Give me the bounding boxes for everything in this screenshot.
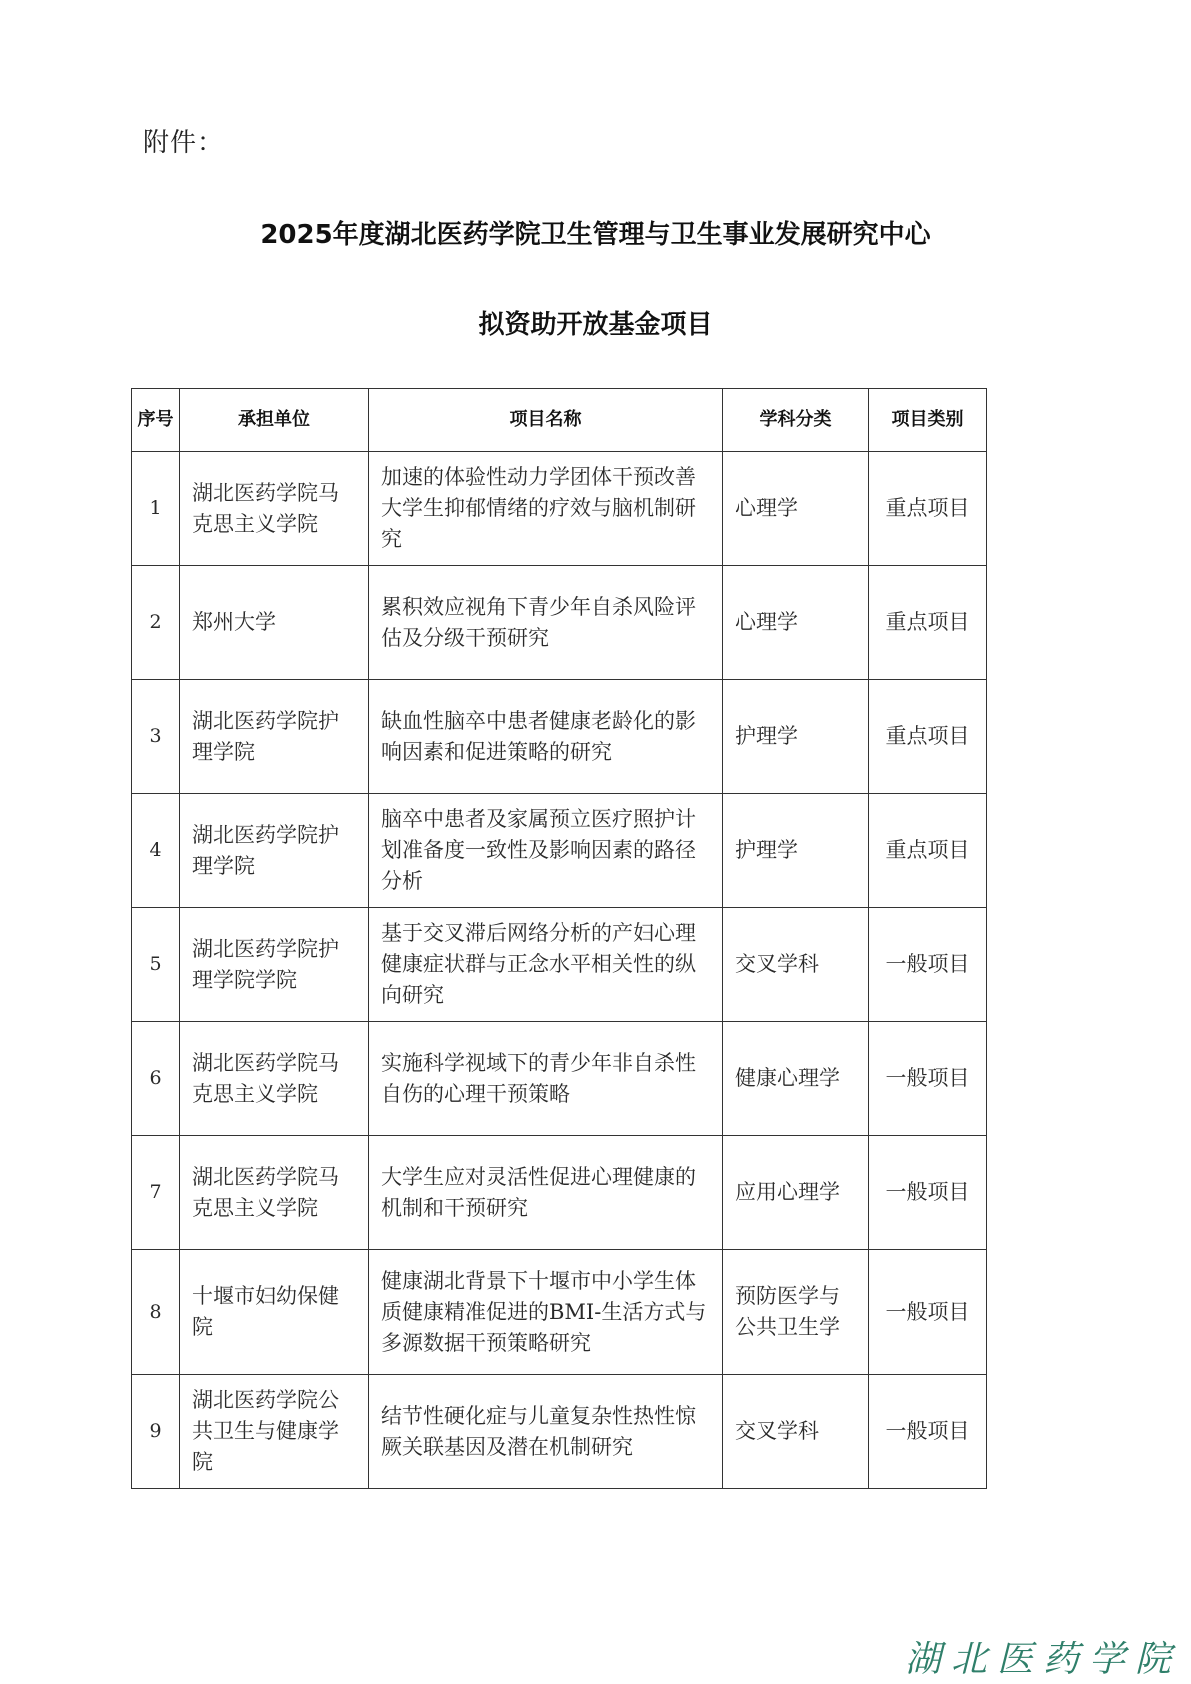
header-category: 项目类别 — [869, 389, 987, 452]
row-number: 4 — [132, 794, 180, 908]
table-row — [132, 1375, 987, 1489]
undertaking-unit: 湖北医药学院护理学院学院 — [180, 908, 369, 1022]
document-title-line-1: 2025年度湖北医药学院卫生管理与卫生事业发展研究中心 — [260, 220, 931, 250]
project-name: 脑卒中患者及家属预立医疗照护计划准备度一致性及影响因素的路径分析 — [369, 794, 723, 908]
table-header — [132, 389, 987, 452]
table-body — [132, 452, 987, 1489]
discipline: 心理学 — [723, 452, 869, 566]
discipline: 交叉学科 — [723, 1375, 869, 1489]
undertaking-unit: 湖北医药学院护理学院 — [180, 794, 369, 908]
discipline: 应用心理学 — [723, 1136, 869, 1250]
undertaking-unit: 湖北医药学院护理学院 — [180, 680, 369, 794]
undertaking-unit: 郑州大学 — [180, 566, 369, 680]
project-category: 一般项目 — [869, 908, 987, 1022]
row-number: 2 — [132, 566, 180, 680]
undertaking-unit: 湖北医药学院马克思主义学院 — [180, 1022, 369, 1136]
table-row — [132, 452, 987, 566]
undertaking-unit: 湖北医药学院马克思主义学院 — [180, 1136, 369, 1250]
project-name: 基于交叉滞后网络分析的产妇心理健康症状群与正念水平相关性的纵向研究 — [369, 908, 723, 1022]
discipline: 预防医学与公共卫生学 — [723, 1250, 869, 1375]
row-number: 6 — [132, 1022, 180, 1136]
project-category: 重点项目 — [869, 452, 987, 566]
row-number: 7 — [132, 1136, 180, 1250]
table-row — [132, 566, 987, 680]
undertaking-unit: 十堰市妇幼保健院 — [180, 1250, 369, 1375]
discipline: 护理学 — [723, 680, 869, 794]
row-number: 1 — [132, 452, 180, 566]
table-row — [132, 1250, 987, 1375]
header-discipline: 学科分类 — [723, 389, 869, 452]
project-category: 一般项目 — [869, 1022, 987, 1136]
project-name: 加速的体验性动力学团体干预改善大学生抑郁情绪的疗效与脑机制研究 — [369, 452, 723, 566]
undertaking-unit: 湖北医药学院马克思主义学院 — [180, 452, 369, 566]
table-row — [132, 1022, 987, 1136]
table-row — [132, 1136, 987, 1250]
header-unit: 承担单位 — [180, 389, 369, 452]
header-project: 项目名称 — [369, 389, 723, 452]
project-category: 重点项目 — [869, 794, 987, 908]
project-category: 一般项目 — [869, 1136, 987, 1250]
project-category: 重点项目 — [869, 680, 987, 794]
discipline: 交叉学科 — [723, 908, 869, 1022]
header-row — [132, 389, 987, 452]
table-row — [132, 908, 987, 1022]
row-number: 8 — [132, 1250, 180, 1375]
project-name: 健康湖北背景下十堰市中小学生体质健康精准促进的BMI-生活方式与多源数据干预策略研究 — [369, 1250, 723, 1375]
project-category: 一般项目 — [869, 1250, 987, 1375]
project-name: 缺血性脑卒中患者健康老龄化的影响因素和促进策略的研究 — [369, 680, 723, 794]
discipline: 护理学 — [723, 794, 869, 908]
table-row — [132, 794, 987, 908]
row-number: 9 — [132, 1375, 180, 1489]
row-number: 5 — [132, 908, 180, 1022]
document-title-line-2: 拟资助开放基金项目 — [478, 310, 713, 340]
header-no: 序号 — [132, 389, 180, 452]
project-name: 大学生应对灵活性促进心理健康的机制和干预研究 — [369, 1136, 723, 1250]
university-logo: 湖北医药学院 — [904, 1639, 1181, 1680]
undertaking-unit: 湖北医药学院公共卫生与健康学院 — [180, 1375, 369, 1489]
discipline: 心理学 — [723, 566, 869, 680]
attachment-label: 附件： — [143, 128, 225, 158]
project-name: 实施科学视域下的青少年非自杀性自伤的心理干预策略 — [369, 1022, 723, 1136]
funding-projects-table — [131, 388, 987, 1489]
project-category: 一般项目 — [869, 1375, 987, 1489]
row-number: 3 — [132, 680, 180, 794]
project-category: 重点项目 — [869, 566, 987, 680]
project-name: 累积效应视角下青少年自杀风险评估及分级干预研究 — [369, 566, 723, 680]
table-row — [132, 680, 987, 794]
discipline: 健康心理学 — [723, 1022, 869, 1136]
project-name: 结节性硬化症与儿童复杂性热性惊厥关联基因及潜在机制研究 — [369, 1375, 723, 1489]
